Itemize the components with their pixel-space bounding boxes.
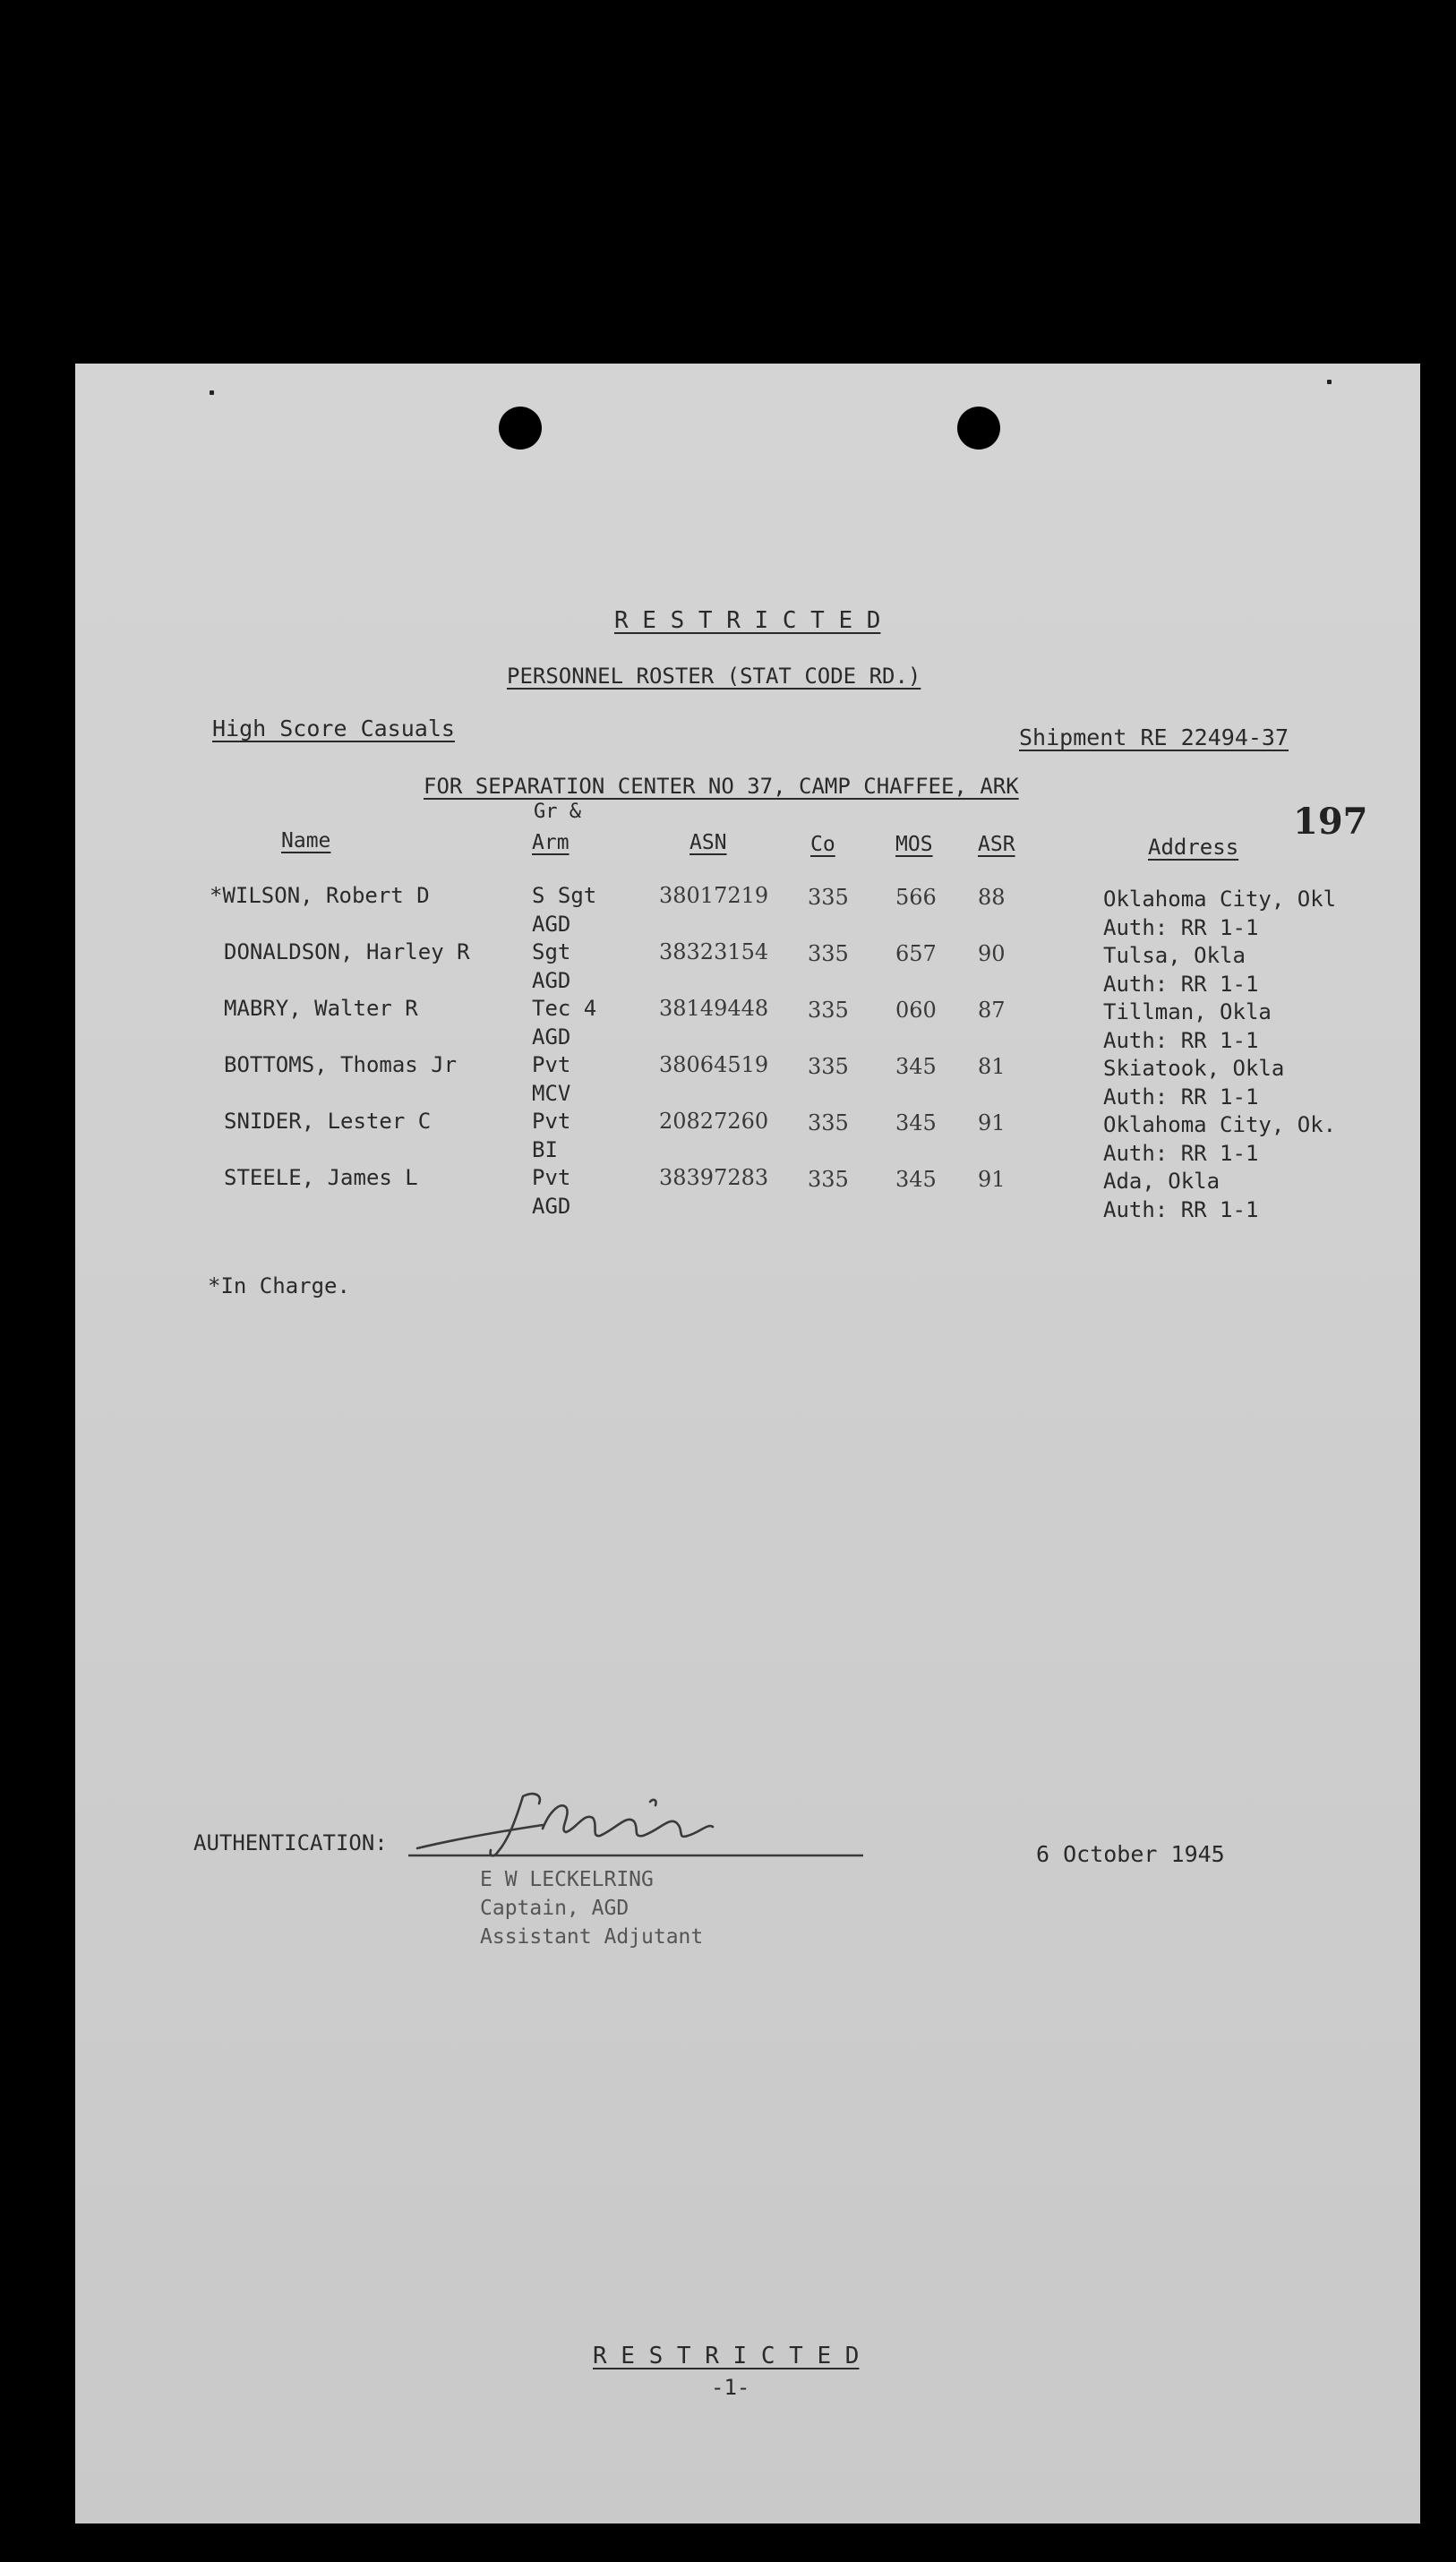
classification-top: R E S T R I C T E D xyxy=(614,607,881,634)
row-mos: 345 xyxy=(895,1110,937,1135)
column-header-co: Co xyxy=(810,833,835,856)
signer-name: E W LECKELRING xyxy=(480,1868,654,1891)
row-grade: S Sgt xyxy=(532,883,597,908)
row-auth: Auth: RR 1-1 xyxy=(1103,972,1259,997)
column-header-address: Address xyxy=(1148,835,1239,860)
column-header-arm: Arm xyxy=(532,831,570,854)
row-auth: Auth: RR 1-1 xyxy=(1103,915,1259,940)
row-address: Tillman, Okla xyxy=(1103,999,1272,1024)
row-arm: AGD xyxy=(532,968,571,993)
row-address: Oklahoma City, Okl xyxy=(1103,887,1337,912)
column-header-asr: ASR xyxy=(978,833,1015,856)
column-header-asn: ASN xyxy=(689,831,727,854)
row-mos: 345 xyxy=(895,1167,937,1192)
table-row xyxy=(75,939,1420,997)
row-arm: AGD xyxy=(532,1194,571,1219)
row-mos: 566 xyxy=(895,885,937,910)
row-co: 335 xyxy=(808,1054,849,1079)
speck xyxy=(210,390,214,395)
row-name: BOTTOMS, Thomas Jr xyxy=(224,1052,458,1077)
signer-title: Assistant Adjutant xyxy=(480,1925,704,1949)
row-grade: Sgt xyxy=(532,939,571,964)
row-grade: Tec 4 xyxy=(532,996,597,1021)
page-number: -1- xyxy=(711,2375,750,2400)
row-arm: AGD xyxy=(532,912,571,937)
row-name: SNIDER, Lester C xyxy=(224,1109,432,1134)
table-row xyxy=(75,1165,1420,1222)
column-header-gr: Gr & xyxy=(534,801,581,823)
row-grade: Pvt xyxy=(532,1052,571,1077)
table-row xyxy=(75,883,1420,940)
row-arm: BI xyxy=(532,1137,558,1162)
row-asn: 38149448 xyxy=(659,996,769,1021)
roster-title: PERSONNEL ROSTER (STAT CODE RD.) xyxy=(507,664,921,689)
right-heading: Shipment RE 22494-37 xyxy=(1019,724,1289,750)
stamp-number: 197 xyxy=(1293,801,1368,843)
destination-line: FOR SEPARATION CENTER NO 37, CAMP CHAFFEE, ARK xyxy=(424,774,1019,799)
row-co: 335 xyxy=(808,1110,849,1135)
table-row xyxy=(75,996,1420,1053)
row-auth: Auth: RR 1-1 xyxy=(1103,1141,1259,1166)
punch-hole-left xyxy=(499,407,542,450)
table-row xyxy=(75,1109,1420,1166)
signer-rank: Captain, AGD xyxy=(480,1897,630,1920)
row-co: 335 xyxy=(808,885,849,910)
row-co: 335 xyxy=(808,1167,849,1192)
document-date: 6 October 1945 xyxy=(1036,1841,1225,1867)
row-grade: Pvt xyxy=(532,1109,571,1134)
row-name: *WILSON, Robert D xyxy=(210,883,430,908)
column-header-mos: MOS xyxy=(895,833,933,856)
row-arm: MCV xyxy=(532,1081,571,1106)
table-row xyxy=(75,1052,1420,1110)
document-page xyxy=(75,364,1420,2523)
row-mos: 657 xyxy=(895,941,937,966)
row-asn: 38397283 xyxy=(659,1165,769,1190)
row-asn: 38323154 xyxy=(659,939,769,964)
row-address: Ada, Okla xyxy=(1103,1169,1220,1194)
authentication-label: AUTHENTICATION: xyxy=(193,1830,388,1855)
row-arm: AGD xyxy=(532,1024,571,1050)
column-header-name: Name xyxy=(281,829,331,853)
signature-image xyxy=(408,1775,874,1873)
row-name: MABRY, Walter R xyxy=(224,996,418,1021)
row-asr: 88 xyxy=(978,885,1006,910)
punch-hole-right xyxy=(957,407,1000,450)
row-name: DONALDSON, Harley R xyxy=(224,939,470,964)
row-co: 335 xyxy=(808,998,849,1023)
row-asr: 87 xyxy=(978,998,1006,1023)
row-co: 335 xyxy=(808,941,849,966)
row-auth: Auth: RR 1-1 xyxy=(1103,1197,1259,1222)
speck xyxy=(1327,380,1332,384)
row-asr: 91 xyxy=(978,1167,1006,1192)
row-asr: 90 xyxy=(978,941,1006,966)
row-name: STEELE, James L xyxy=(224,1165,418,1190)
row-address: Tulsa, Okla xyxy=(1103,943,1246,968)
left-heading: High Score Casuals xyxy=(212,715,455,741)
footnote: *In Charge. xyxy=(208,1273,350,1298)
classification-bottom: R E S T R I C T E D xyxy=(593,2343,860,2369)
row-mos: 345 xyxy=(895,1054,937,1079)
row-asr: 81 xyxy=(978,1054,1006,1079)
row-grade: Pvt xyxy=(532,1165,571,1190)
row-asn: 38064519 xyxy=(659,1052,769,1077)
row-auth: Auth: RR 1-1 xyxy=(1103,1028,1259,1053)
row-asn: 20827260 xyxy=(659,1109,769,1134)
row-mos: 060 xyxy=(895,998,937,1023)
row-address: Skiatook, Okla xyxy=(1103,1056,1285,1081)
row-asr: 91 xyxy=(978,1110,1006,1135)
row-asn: 38017219 xyxy=(659,883,769,908)
row-auth: Auth: RR 1-1 xyxy=(1103,1084,1259,1110)
row-address: Oklahoma City, Ok. xyxy=(1103,1112,1337,1137)
